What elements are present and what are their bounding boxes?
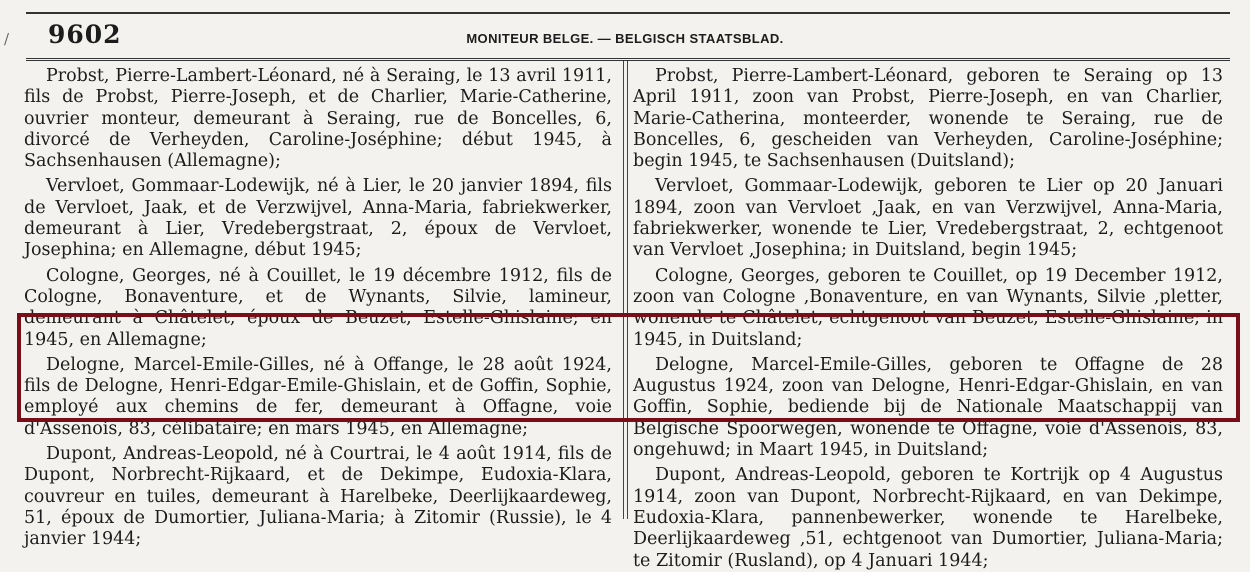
- running-head: MONITEUR BELGE. — BELGISCH STAATSBLAD.: [466, 31, 784, 46]
- entry-nl-probst: Probst, Pierre-Lambert-Léonard, geboren te Seraing op 13 April 1911, zoon van Probst, Pierre-Joseph, en van Charlier, Marie-Catherina, monteerder, wonende te Seraing, rue de Boncelles, 6, gescheiden van Verheyden, Caroline-Joséphine; begin 1945, te Sachsenhausen (Duitsland);: [633, 66, 1223, 172]
- top-rule: [26, 12, 1230, 14]
- page-number: 9602: [48, 20, 122, 49]
- entry-fr-delogne: Delogne, Marcel-Emile-Gilles, né à Offange, le 28 août 1924, fils de Delogne, Henri-Edgar-Emile-Ghislain, et de Goffin, Sophie, employé aux chemins de fer, demeurant à Offagne, voie d'Assenois, 83, célibataire; en mars 1945, en Allemagne;: [24, 354, 612, 439]
- dutch-column: [633, 66, 1223, 571]
- entry-nl-vervloet: Vervloet, Gommaar-Lodewijk, geboren te Lier op 20 Januari 1894, zoon van Vervloet ,Jaak, en van Verzwijvel, Anna-Maria, fabriekwerker, wonende te Lier, Vredebergstraat, 2, echtgenoot van Vervloet ,Josephina; in Duitsland, begin 1945;: [633, 176, 1223, 261]
- entry-fr-cologne: Cologne, Georges, né à Couillet, le 19 décembre 1912, fils de Cologne, Bonaventure, et de Wynants, Silvie, lamineur, demeurant à Châtelet, époux de Beuzet, Estelle-Ghislaine; en 1945, en Allemagne;: [24, 265, 612, 350]
- entry-nl-dupont: Dupont, Andreas-Leopold, geboren te Kortrijk op 4 Augustus 1914, zoon van Dupont, Norbrecht-Rijkaard, en van Dekimpe, Eudoxia-Klara, pannenbewerker, wonende te Harelbeke, Deerlijkaardeweg ,51, echtgenoot van Dumortier, Juliana-Maria; te Zitomir (Rusland), op 4 Januari 1944;: [633, 465, 1223, 571]
- header-rule: [26, 58, 1230, 61]
- french-column: [24, 66, 612, 550]
- entry-fr-vervloet: Vervloet, Gommaar-Lodewijk, né à Lier, le 20 janvier 1894, fils de Vervloet, Jaak, et de Verzwijvel, Anna-Maria, fabriekwerker, demeurant à Lier, Vredebergstraat, 2, époux de Vervloet, Josephina; en Allemagne, début 1945;: [24, 176, 612, 261]
- entry-fr-probst: Probst, Pierre-Lambert-Léonard, né à Seraing, le 13 avril 1911, fils de Probst, Pierre-Joseph, et de Charlier, Marie-Catherine, ouvrier monteur, demeurant à Seraing, rue de Boncelles, 6, divorcé de Verheyden, Caroline-Joséphine; début 1945, à Sachsenhausen (Allemagne);: [24, 66, 612, 172]
- column-divider: [623, 61, 624, 519]
- entry-nl-cologne: Cologne, Georges, geboren te Couillet, op 19 December 1912, zoon van Cologne ,Bonaventure, en van Wynants, Silvie ,pletter, wonende te Châtelet, echtgenoot van Beuzet, Estelle-Ghislaine; in 1945, in Duitsland;: [633, 265, 1223, 350]
- highlight-box: [17, 313, 1240, 422]
- margin-mark: /: [4, 30, 10, 48]
- column-divider-inner: [627, 61, 628, 519]
- entry-fr-dupont: Dupont, Andreas-Leopold, né à Courtrai, le 4 août 1914, fils de Dupont, Norbrecht-Rijkaard, et de Dekimpe, Eudoxia-Klara, couvreur en tuiles, demeurant à Harelbeke, Deerlijkaardeweg, 51, époux de Dumortier, Juliana-Maria; à Zitomir (Russie), le 4 janvier 1944;: [24, 444, 612, 550]
- entry-nl-delogne: Delogne, Marcel-Emile-Gilles, geboren te Offagne de 28 Augustus 1924, zoon van Delogne, Henri-Edgar-Ghislain, en van Goffin, Sophie, bediende bij de Nationale Maatschappij van Belgische Spoorwegen, wonende te Offagne, voie d'Assenois, 83, ongehuwd; in Maart 1945, in Duitsland;: [633, 354, 1223, 461]
